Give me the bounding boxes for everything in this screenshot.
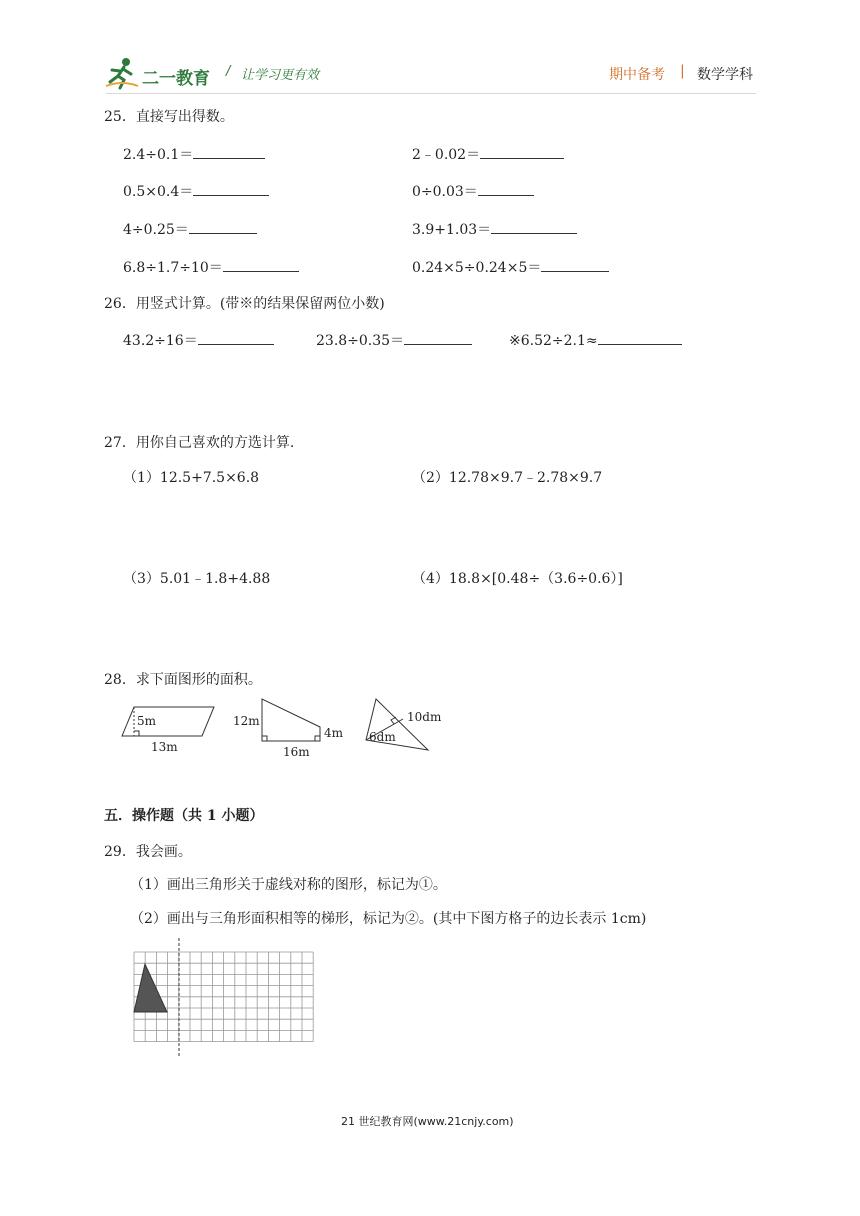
answer-blank[interactable] (480, 144, 564, 159)
exam-tag: 期中备考 (609, 67, 665, 83)
subject-label: 数学学科 (697, 67, 753, 83)
question-title: 29．我会画。 (104, 844, 192, 860)
problem-item: 0.5×0.4＝ (123, 181, 269, 201)
answer-blank[interactable] (541, 257, 609, 272)
header-divider: | (680, 63, 685, 79)
answer-blank[interactable] (193, 144, 265, 159)
answer-blank[interactable] (223, 257, 299, 272)
slogan-separator: / (226, 64, 231, 79)
trapezoid-left-label: 12m (233, 714, 260, 728)
trapezoid-bottom-label: 16m (283, 745, 310, 759)
sub-question-2: （2）画出与三角形面积相等的梯形，标记为②。(其中下图方格子的边长表示 1cm) (130, 911, 647, 927)
answer-blank[interactable] (198, 330, 274, 345)
answer-blank[interactable] (491, 219, 577, 234)
problem-item: 43.2÷16＝ (123, 330, 274, 350)
problem-item: （4）18.8×[0.48÷（3.6÷0.6）] (412, 571, 623, 587)
problem-item: 2﹣0.02＝ (412, 144, 564, 164)
answer-blank[interactable] (189, 219, 257, 234)
problem-item: 3.9+1.03＝ (412, 219, 577, 239)
sub-question-1: （1）画出三角形关于虚线对称的图形，标记为①。 (130, 877, 447, 893)
slogan: 让学习更有效 (241, 68, 320, 83)
drawing-grid[interactable] (126, 936, 322, 1060)
triangle-hyp-label: 10dm (407, 710, 442, 724)
problem-item: （1）12.5+7.5×6.8 (123, 470, 260, 486)
problem-item: 4÷0.25＝ (123, 219, 257, 239)
header-rule (106, 93, 756, 94)
parallelogram-height-label: 5m (137, 714, 157, 728)
shaded-triangle (134, 964, 167, 1012)
trapezoid-figure (230, 696, 350, 762)
trapezoid-right-label: 4m (324, 726, 344, 740)
answer-blank[interactable] (598, 330, 682, 345)
section-title: 五．操作题（共 1 小题） (104, 808, 264, 824)
problem-item: 6.8÷1.7÷10＝ (123, 257, 299, 277)
question-title: 26．用竖式计算。(带※的结果保留两位小数) (104, 296, 385, 312)
logo-runner-icon (104, 56, 140, 90)
problem-item: 0.24×5÷0.24×5＝ (412, 257, 609, 277)
problem-item: ※6.52÷2.1≈ (509, 330, 682, 349)
question-title: 28．求下面图形的面积。 (104, 672, 262, 688)
answer-blank[interactable] (193, 181, 269, 196)
parallelogram-figure (120, 700, 220, 756)
parallelogram-base-label: 13m (151, 740, 178, 754)
problem-item: （2）12.78×9.7﹣2.78×9.7 (412, 470, 603, 486)
problem-item: 2.4÷0.1＝ (123, 144, 265, 164)
problem-item: 0÷0.03＝ (412, 181, 534, 201)
footer-text: 21 世纪教育网(www.21cnjy.com) (341, 1115, 514, 1128)
question-title: 27．用你自己喜欢的方选计算. (104, 435, 295, 451)
answer-blank[interactable] (478, 181, 534, 196)
logo-text: 二一教育 (142, 69, 210, 89)
triangle-figure (360, 694, 456, 756)
problem-item: （3）5.01﹣1.8+4.88 (123, 571, 271, 587)
problem-item: 23.8÷0.35＝ (316, 330, 472, 350)
answer-blank[interactable] (404, 330, 472, 345)
question-title: 25．直接写出得数。 (104, 109, 234, 125)
triangle-height-label: 6dm (369, 730, 396, 744)
